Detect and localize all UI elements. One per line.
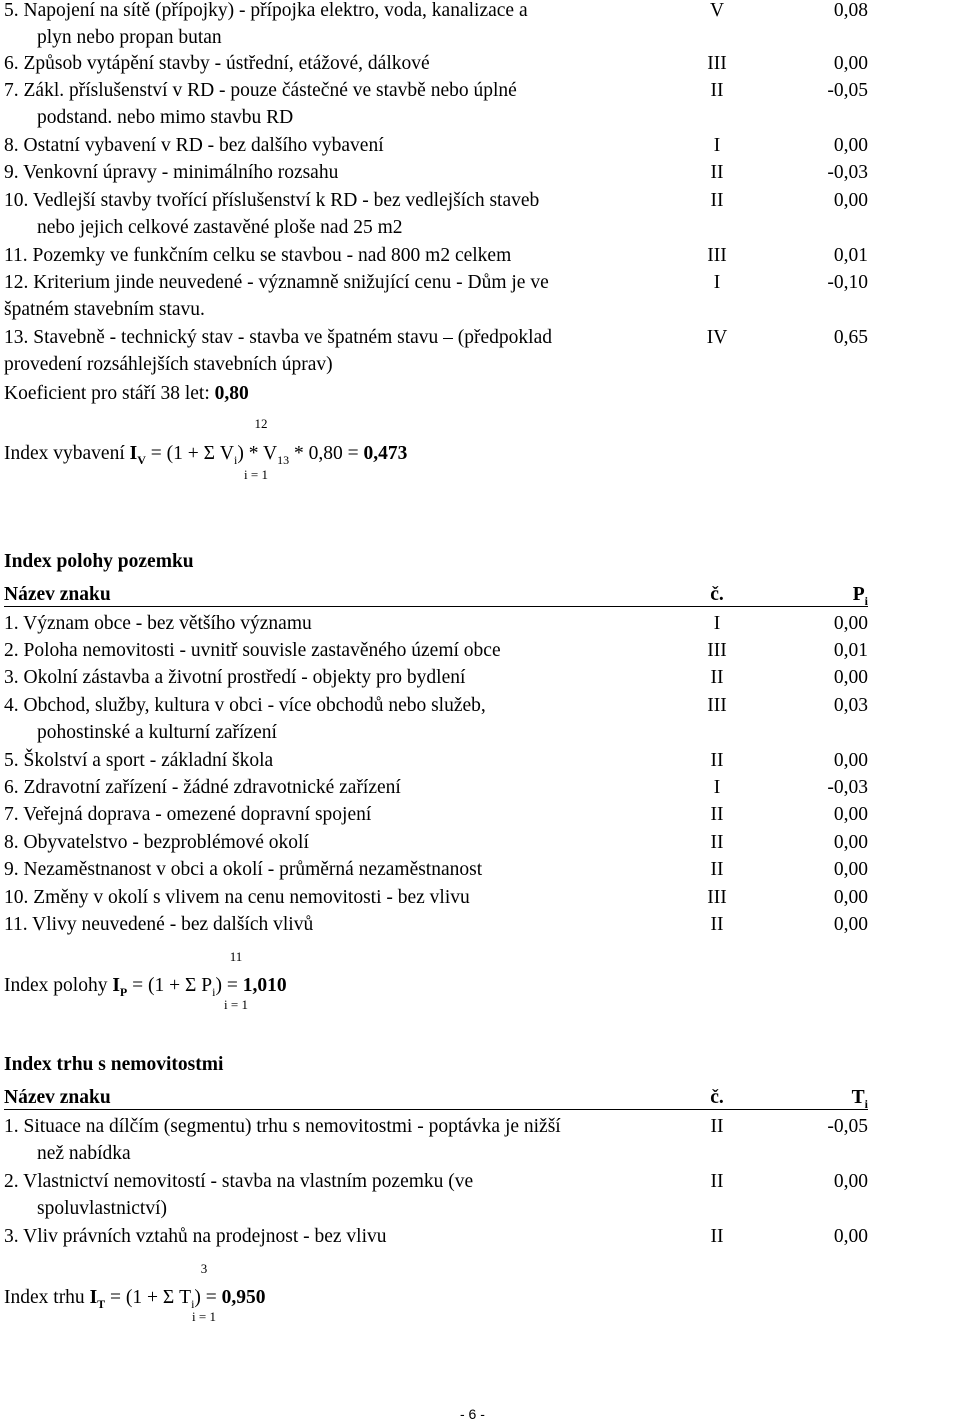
row-name: 3. Okolní zástavba a životní prostředí - objekty pro bydlení — [4, 667, 466, 688]
row-class: III — [707, 887, 727, 908]
formula-symbol-sub: T — [97, 1296, 106, 1311]
row-class: II — [710, 859, 724, 880]
formula-rest: ) * V — [237, 443, 278, 464]
row-value: 0,00 — [833, 613, 868, 634]
formula-rest2: * 0,80 = — [289, 443, 364, 464]
row-name: 6. Způsob vytápění stavby - ústřední, etážové, dálkové — [4, 53, 430, 74]
header-divider — [4, 606, 868, 607]
row-name: 5. Napojení na sítě (přípojky) - přípojka elektro, voda, kanalizace a — [4, 0, 528, 21]
row-value: -0,05 — [827, 1116, 868, 1137]
row-name: 12. Kriterium jinde neuvedené - významně snižující cenu - Dům je ve — [4, 272, 549, 293]
header-name: Název znaku — [4, 1087, 111, 1108]
row-name: 11. Vlivy neuvedené - bez dalších vlivů — [4, 914, 314, 935]
row-class: IV — [706, 327, 728, 348]
sum-upper-limit: 12 — [254, 416, 268, 431]
formula-eq: = (1 + — [105, 1287, 163, 1308]
section-title-polohy: Index polohy pozemku — [4, 551, 194, 572]
koeficient-label: Koeficient pro stáří 38 let: — [4, 383, 215, 404]
row-value: 0,00 — [833, 135, 868, 156]
index-trhu-formula — [4, 1284, 266, 1318]
formula-eq: = (1 + — [127, 975, 186, 996]
row-name: 11. Pozemky ve funkčním celku se stavbou - nad 800 m2 celkem — [4, 245, 512, 266]
row-value: 0,00 — [833, 804, 868, 825]
row-class: II — [710, 162, 724, 183]
row-value: 0,00 — [833, 914, 868, 935]
row-name-cont: pohostinské a kulturní zařízení — [37, 722, 277, 743]
row-name-cont: nebo jejich celkové zastavěné ploše nad 25 m2 — [37, 217, 403, 238]
formula-rest-sub: 13 — [277, 452, 290, 467]
row-name: 10. Vedlejší stavby tvořící příslušenství k RD - bez vedlejších staveb — [4, 190, 540, 211]
sum-upper-limit: 11 — [229, 949, 243, 964]
formula-prefix: Index trhu — [4, 1287, 90, 1308]
row-value: 0,01 — [833, 640, 868, 661]
row-class: I — [713, 135, 721, 156]
row-name: 10. Změny v okolí s vlivem na cenu nemovitosti - bez vlivu — [4, 887, 470, 908]
row-name-cont: podstand. nebo mimo stavbu RD — [37, 107, 294, 128]
formula-symbol: I — [112, 975, 120, 996]
header-divider — [4, 1109, 868, 1110]
formula-symbol-sub: P — [119, 984, 128, 999]
index-vybaveni-formula — [4, 440, 407, 474]
formula-term-sub: i — [233, 452, 238, 467]
row-class: III — [707, 53, 727, 74]
row-name: 7. Veřejná doprava - omezené dopravní spojení — [4, 804, 372, 825]
row-name-cont: provedení rozsáhlejších stavebních úprav) — [4, 354, 333, 375]
section-title-trhu: Index trhu s nemovitostmi — [4, 1054, 224, 1075]
row-class: II — [710, 190, 724, 211]
row-value: -0,10 — [827, 272, 868, 293]
row-value: 0,03 — [833, 695, 868, 716]
header-value: P — [852, 584, 865, 605]
sigma-symbol: Σ — [185, 975, 197, 996]
formula-term-sub: i — [212, 984, 216, 999]
row-name: 3. Vliv právních vztahů na prodejnost - bez vlivu — [4, 1226, 387, 1247]
header-value: T — [851, 1087, 865, 1108]
row-name: 8. Obyvatelstvo - bezproblémové okolí — [4, 832, 309, 853]
page-number: - 6 - — [460, 1406, 485, 1422]
row-value: 0,08 — [833, 0, 868, 21]
row-value: 0,00 — [833, 190, 868, 211]
row-name: 6. Zdravotní zařízení - žádné zdravotnické zařízení — [4, 777, 401, 798]
row-name-cont: než nabídka — [37, 1143, 131, 1164]
header-class: č. — [710, 1087, 724, 1108]
row-name: 7. Zákl. příslušenství v RD - pouze částečné ve stavbě nebo úplné — [4, 80, 517, 101]
row-name-cont: spoluvlastnictví) — [37, 1198, 167, 1219]
formula-term-sub: i — [191, 1296, 195, 1311]
row-class: II — [710, 667, 724, 688]
row-value: 0,01 — [833, 245, 868, 266]
koeficient-value: 0,80 — [214, 383, 249, 404]
sum-lower-limit: i = 1 — [244, 467, 268, 482]
row-value: -0,03 — [827, 162, 868, 183]
row-name: 5. Školství a sport - základní škola — [4, 750, 274, 771]
row-class: III — [707, 695, 727, 716]
formula-eq: = (1 + — [145, 443, 204, 464]
formula-term: V — [215, 443, 234, 464]
sum-lower-limit: i = 1 — [192, 1309, 216, 1324]
row-value: -0,05 — [827, 80, 868, 101]
sum-lower-limit: i = 1 — [224, 997, 248, 1012]
formula-symbol: I — [129, 443, 138, 464]
row-name: 2. Poloha nemovitosti - uvnitř souvisle zastavěného území obce — [4, 640, 501, 661]
row-value: 0,00 — [833, 887, 868, 908]
row-value: 0,00 — [833, 750, 868, 771]
row-value: 0,65 — [833, 327, 868, 348]
row-name: 1. Význam obce - bez většího významu — [4, 613, 312, 634]
row-value: 0,00 — [833, 832, 868, 853]
sum-upper-limit: 3 — [200, 1261, 208, 1276]
formula-symbol-sub: V — [137, 452, 146, 467]
formula-result: 0,473 — [363, 443, 408, 464]
row-class: III — [707, 245, 727, 266]
formula-prefix: Index polohy — [4, 975, 113, 996]
row-class: II — [710, 804, 724, 825]
row-class: I — [713, 613, 721, 634]
row-class: II — [710, 750, 724, 771]
header-value-sub: i — [864, 1096, 868, 1111]
formula-rest: ) = — [215, 975, 243, 996]
table-header — [4, 1084, 960, 1111]
koeficient-line — [4, 380, 249, 407]
row-class: II — [710, 1116, 724, 1137]
row-value: 0,00 — [833, 667, 868, 688]
formula-prefix: Index vybavení — [4, 443, 130, 464]
row-class: III — [707, 640, 727, 661]
formula-rest: ) = — [194, 1287, 222, 1308]
row-name: 1. Situace na dílčím (segmentu) trhu s nemovitostmi - poptávka je nižší — [4, 1116, 561, 1137]
row-name-cont: špatném stavebním stavu. — [4, 299, 205, 320]
row-name: 9. Venkovní úpravy - minimálního rozsahu — [4, 162, 339, 183]
row-class: II — [710, 1171, 724, 1192]
row-value: -0,03 — [827, 777, 868, 798]
row-name: 13. Stavebně - technický stav - stavba ve špatném stavu – (předpoklad — [4, 327, 553, 348]
row-class: V — [709, 0, 725, 21]
header-class: č. — [710, 584, 724, 605]
formula-result: 0,950 — [221, 1287, 266, 1308]
row-name: 9. Nezaměstnanost v obci a okolí - průměrná nezaměstnanost — [4, 859, 483, 880]
row-class: II — [710, 832, 724, 853]
row-name: 2. Vlastnictví nemovitostí - stavba na vlastním pozemku (ve — [4, 1171, 474, 1192]
row-value: 0,00 — [833, 859, 868, 880]
sigma-symbol: Σ — [162, 1287, 175, 1308]
row-value: 0,00 — [833, 1226, 868, 1247]
sigma-symbol: Σ — [203, 443, 216, 464]
header-value-sub: i — [864, 593, 868, 608]
row-class: II — [710, 914, 724, 935]
header-name: Název znaku — [4, 584, 111, 605]
row-class: II — [710, 80, 724, 101]
row-value: 0,00 — [833, 53, 868, 74]
row-name-cont: plyn nebo propan butan — [37, 27, 222, 48]
row-value: 0,00 — [833, 1171, 868, 1192]
table-header — [4, 581, 960, 608]
row-class: I — [713, 777, 721, 798]
row-name: 8. Ostatní vybavení v RD - bez dalšího vybavení — [4, 135, 384, 156]
formula-term: P — [196, 975, 213, 996]
formula-term: T — [174, 1287, 192, 1308]
formula-result: 1,010 — [242, 975, 287, 996]
row-name: 4. Obchod, služby, kultura v obci - více obchodů nebo služeb, — [4, 695, 486, 716]
row-class: II — [710, 1226, 724, 1247]
formula-symbol: I — [89, 1287, 98, 1308]
row-class: I — [713, 272, 721, 293]
